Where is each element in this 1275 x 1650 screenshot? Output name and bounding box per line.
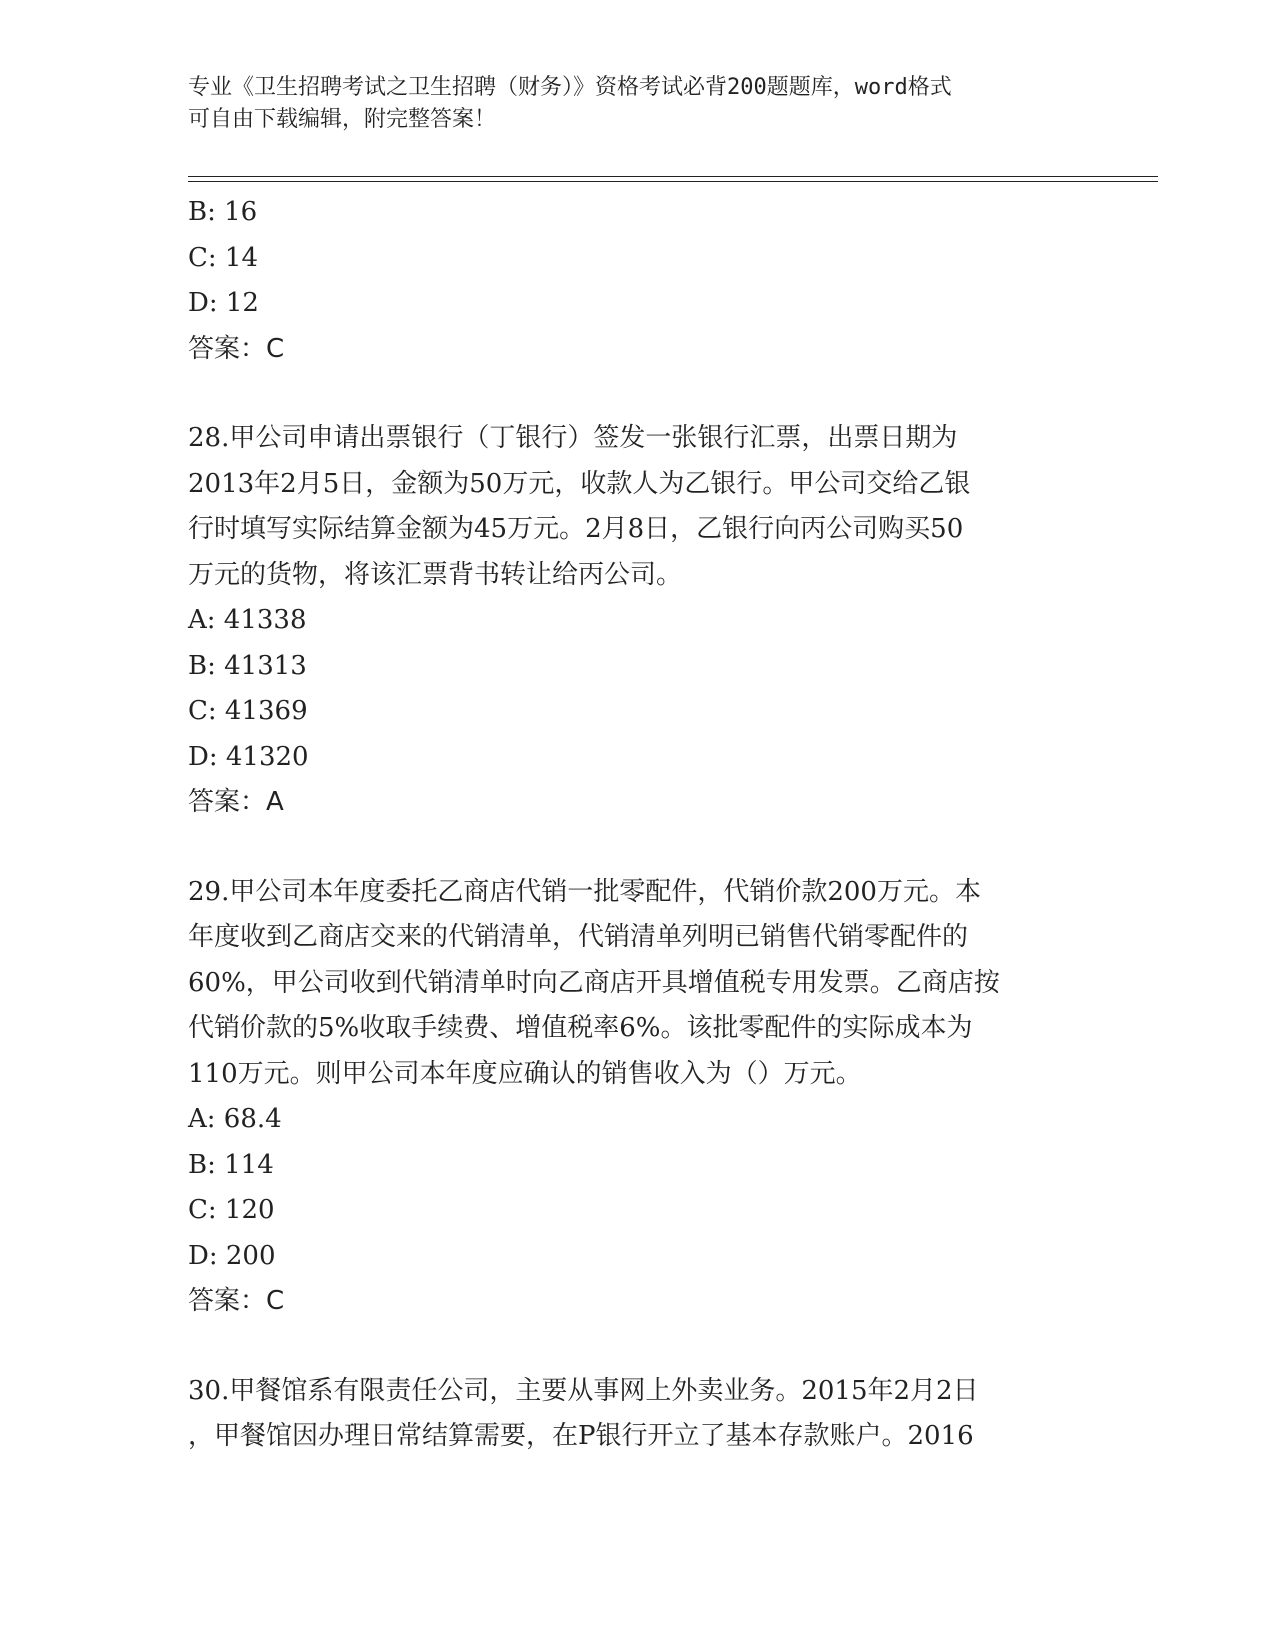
stem-line: 万元的货物，将该汇票背书转让给丙公司。 xyxy=(188,559,683,590)
stem-line: 2013年2月5日，金额为50万元，收款人为乙银行。甲公司交给乙银 xyxy=(188,468,971,499)
option-b: B: 16 xyxy=(188,197,258,227)
stem-line: 110万元。则甲公司本年度应确认的销售收入为（）万元。 xyxy=(188,1058,862,1089)
stem-line: 行时填写实际结算金额为45万元。2月8日，乙银行向丙公司购买50 xyxy=(188,514,964,544)
stem-line: 28.甲公司申请出票银行（丁银行）签发一张银行汇票，出票日期为 xyxy=(188,423,958,453)
page-header xyxy=(188,72,1088,136)
option-a: A: 41338 xyxy=(188,605,307,635)
question-28-answer: 答案：A xyxy=(188,787,284,817)
option-c: C: 120 xyxy=(188,1195,275,1225)
option-b: B: 41313 xyxy=(188,650,307,681)
stem-line: 年度收到乙商店交来的代销清单，代销清单列明已销售代销零配件的 xyxy=(188,922,969,952)
header-divider-top xyxy=(188,176,1158,177)
question-27-options xyxy=(188,190,1088,327)
option-d: D: 200 xyxy=(188,1240,276,1271)
question-28-options xyxy=(188,598,1088,780)
stem-line: 29.甲公司本年度委托乙商店代销一批零配件，代销价款200万元。本 xyxy=(188,876,981,907)
option-c: C: 14 xyxy=(188,242,259,273)
question-content xyxy=(188,190,1088,1460)
stem-line: 60%，甲公司收到代销清单时向乙商店开具增值税专用发票。乙商店按 xyxy=(188,967,1000,998)
option-d: D: 41320 xyxy=(188,741,309,772)
question-29-options xyxy=(188,1097,1088,1279)
stem-line: 30.甲餐馆系有限责任公司，主要从事网上外卖业务。2015年2月2日 xyxy=(188,1375,979,1406)
stem-line: ，甲餐馆因办理日常结算需要，在P银行开立了基本存款账户。2016 xyxy=(188,1421,974,1451)
header-divider-bottom xyxy=(188,181,1158,182)
question-30-stem xyxy=(188,1369,1088,1460)
question-29-answer: 答案：C xyxy=(188,1286,285,1316)
option-d: D: 12 xyxy=(188,288,259,318)
stem-line: 代销价款的5%收取手续费、增值税率6%。该批零配件的实际成本为 xyxy=(188,1013,973,1043)
question-28-stem xyxy=(188,416,1088,598)
header-line-1: 专业《卫生招聘考试之卫生招聘（财务）》资格考试必背200题题库，word格式 xyxy=(188,75,952,100)
header-line-2: 可自由下载编辑，附完整答案！ xyxy=(188,107,497,132)
question-29-stem xyxy=(188,870,1088,1098)
option-c: C: 41369 xyxy=(188,696,308,726)
option-b: B: 114 xyxy=(188,1149,274,1180)
question-27-answer: 答案：C xyxy=(188,333,285,364)
option-a: A: 68.4 xyxy=(188,1104,282,1134)
